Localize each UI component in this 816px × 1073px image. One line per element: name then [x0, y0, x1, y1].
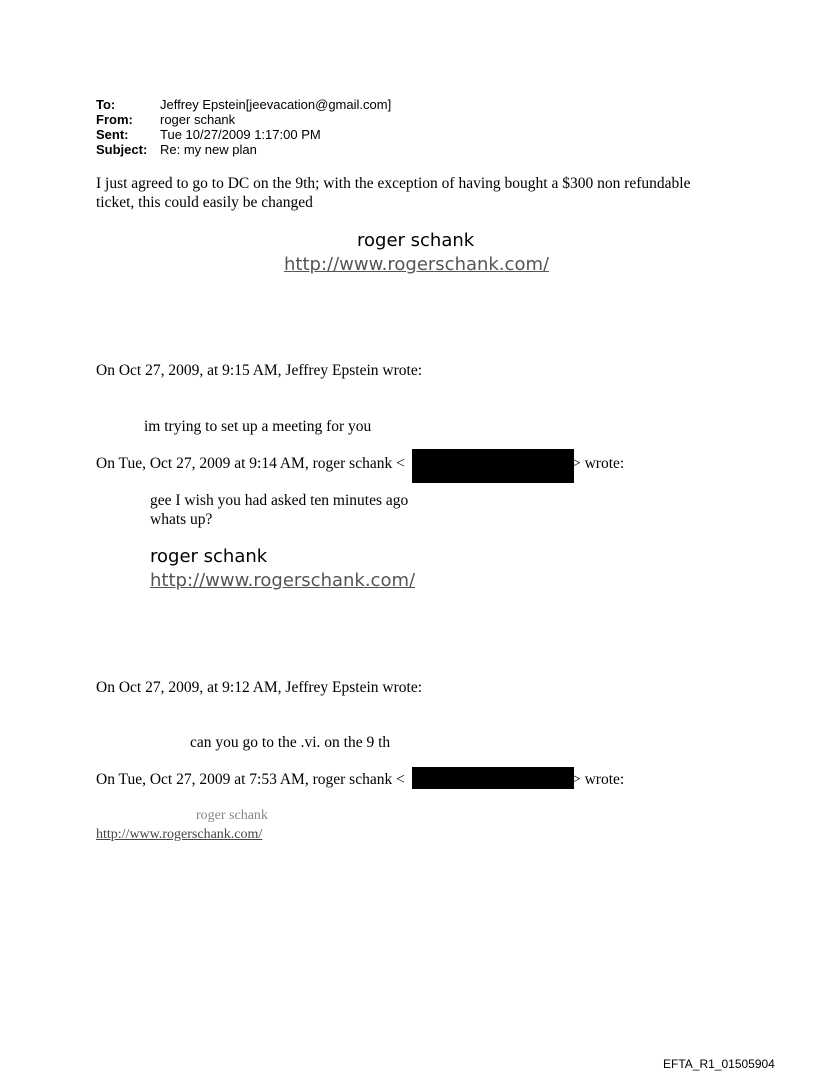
quote-line-2: whats up? [150, 511, 213, 528]
signature-name: roger schank [150, 546, 268, 567]
sent-value: Tue 10/27/2009 1:17:00 PM [160, 127, 321, 142]
quote-text: can you go to the .vi. on the 9 th [190, 734, 391, 751]
quote-attribution-start: On Tue, Oct 27, 2009 at 9:14 AM, roger schank < [96, 455, 405, 472]
redaction-box [412, 449, 574, 483]
subject-label: Subject: [96, 142, 148, 157]
signature-link[interactable]: http://www.rogerschank.com/ [150, 570, 416, 591]
to-value: Jeffrey Epstein[jeevacation@gmail.com] [160, 97, 392, 112]
quote-text: im trying to set up a meeting for you [144, 418, 372, 435]
body-line-1: I just agreed to go to DC on the 9th; with the exception of having bought a $300 non refundable [96, 175, 691, 192]
redaction-box [412, 767, 574, 789]
quote-attribution: On Oct 27, 2009, at 9:12 AM, Jeffrey Epstein wrote: [96, 679, 423, 696]
from-label: From: [96, 112, 133, 127]
signature-name: roger schank [196, 808, 268, 823]
signature-name: roger schank [357, 230, 475, 251]
signature-link[interactable]: http://www.rogerschank.com/ [284, 254, 550, 275]
quote-attribution-end: > wrote: [572, 455, 625, 472]
quote-line-1: gee I wish you had asked ten minutes ago [150, 492, 409, 509]
quote-attribution-start: On Tue, Oct 27, 2009 at 7:53 AM, roger schank < [96, 771, 405, 788]
quote-attribution: On Oct 27, 2009, at 9:15 AM, Jeffrey Epstein wrote: [96, 362, 423, 379]
sent-label: Sent: [96, 127, 129, 142]
quote-attribution-end: > wrote: [572, 771, 625, 788]
document-id: EFTA_R1_01505904 [663, 1057, 775, 1071]
subject-value: Re: my new plan [160, 142, 257, 157]
to-label: To: [96, 97, 116, 112]
body-line-2: ticket, this could easily be changed [96, 194, 313, 211]
from-value: roger schank [160, 112, 236, 127]
signature-link[interactable]: http://www.rogerschank.com/ [96, 827, 263, 842]
